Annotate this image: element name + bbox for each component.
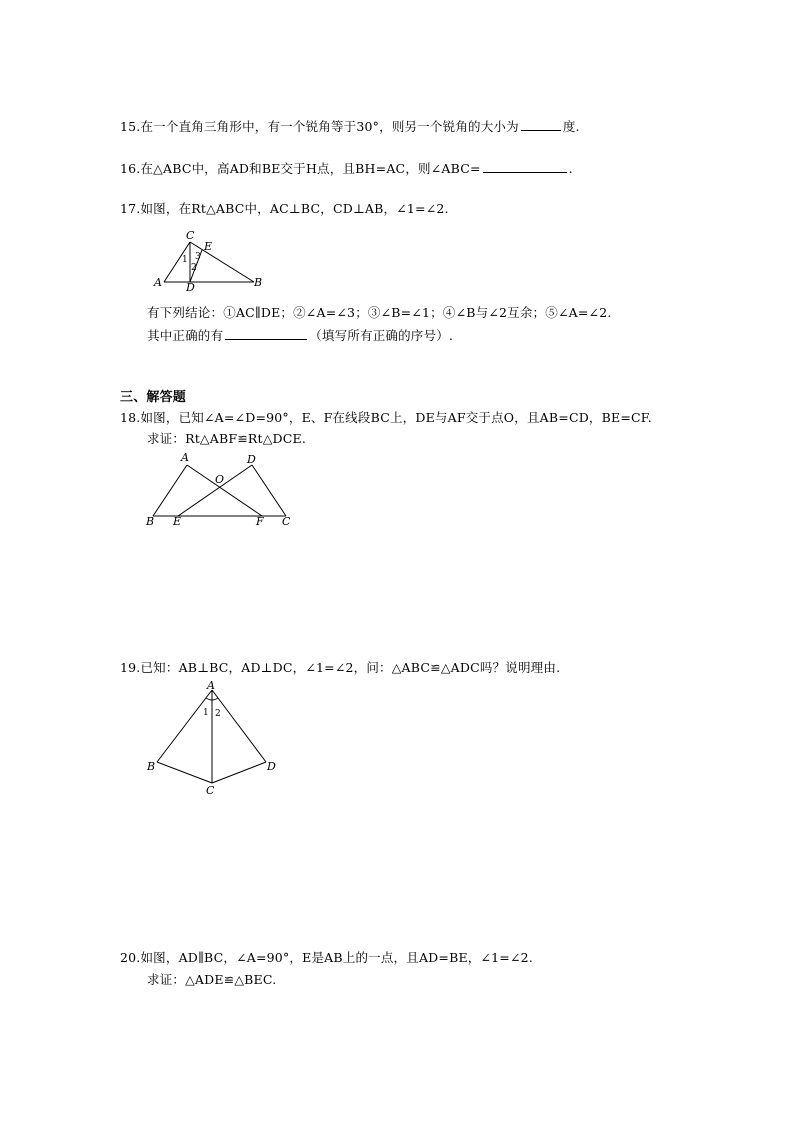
question-16-text: 16.在△ABC中，高AD和BE交于H点，且BH=AC，则∠ABC= bbox=[120, 161, 481, 176]
figure-19 bbox=[140, 680, 280, 798]
label-a: A bbox=[207, 679, 215, 692]
label-c: C bbox=[282, 515, 291, 528]
label-f: F bbox=[256, 515, 264, 528]
answer-blank[interactable] bbox=[521, 118, 561, 131]
question-16-suffix: . bbox=[568, 161, 573, 176]
segment-bc bbox=[157, 762, 212, 783]
answer-suffix: （填写所有正确的序号）. bbox=[309, 328, 454, 343]
angle-2-label: 2 bbox=[191, 263, 197, 273]
segment-dc bbox=[212, 762, 266, 783]
segment-ab bbox=[157, 690, 212, 762]
label-b: B bbox=[254, 276, 263, 289]
label-a: A bbox=[154, 276, 162, 289]
answer-blank[interactable] bbox=[483, 160, 567, 173]
question-17: 17.如图，在Rt△ABC中，AC⊥BC，CD⊥AB，∠1=∠2. bbox=[120, 201, 449, 216]
question-18: 18.如图，已知∠A=∠D=90°，E、F在线段BC上，DE与AF交于点O，且AB=CD，BE=CF. bbox=[120, 410, 652, 425]
segment-af bbox=[187, 465, 262, 516]
question-17-answer bbox=[147, 327, 453, 344]
answer-prefix: 其中正确的有 bbox=[147, 328, 224, 343]
question-15 bbox=[120, 118, 580, 135]
angle-1-label: 1 bbox=[182, 255, 188, 265]
label-b: B bbox=[147, 760, 156, 773]
question-17-conclusions: 有下列结论：①AC∥DE；②∠A=∠3；③∠B=∠1；④∠B与∠2互余；⑤∠A=∠2. bbox=[147, 305, 612, 320]
side-bc bbox=[190, 242, 254, 282]
section-title: 三、解答题 bbox=[120, 390, 187, 405]
angle-1-label: 1 bbox=[203, 708, 209, 718]
question-16 bbox=[120, 160, 573, 177]
label-d: D bbox=[267, 760, 276, 773]
label-d: D bbox=[247, 453, 256, 466]
answer-blank[interactable] bbox=[225, 327, 307, 340]
figure-18 bbox=[140, 450, 300, 530]
question-20-prove: 求证：△ADE≌△BEC. bbox=[147, 972, 277, 987]
label-e: E bbox=[173, 515, 182, 528]
question-20: 20.如图，AD∥BC，∠A=90°，E是AB上的一点，且AD=BE，∠1=∠2. bbox=[120, 950, 533, 965]
label-a: A bbox=[181, 451, 189, 464]
question-19: 19.已知：AB⊥BC，AD⊥DC，∠1=∠2，问：△ABC≌△ADC吗？说明理由. bbox=[120, 660, 561, 675]
label-c: C bbox=[186, 229, 195, 242]
label-o: O bbox=[215, 473, 225, 486]
label-d: D bbox=[186, 281, 195, 294]
label-c: C bbox=[206, 784, 215, 797]
segment-dc bbox=[252, 465, 286, 516]
label-b: B bbox=[146, 515, 155, 528]
question-15-text: 15.在一个直角三角形中，有一个锐角等于30°，则另一个锐角的大小为 bbox=[120, 119, 519, 134]
question-18-prove: 求证：Rt△ABF≌Rt△DCE. bbox=[147, 431, 307, 446]
angle-3-label: 3 bbox=[195, 252, 201, 262]
segment-ab bbox=[153, 465, 187, 516]
segment-ad bbox=[212, 690, 266, 762]
label-e: E bbox=[204, 240, 213, 253]
question-15-suffix: 度. bbox=[562, 119, 580, 134]
angle-2-label: 2 bbox=[215, 709, 221, 719]
figure-17 bbox=[150, 230, 265, 292]
